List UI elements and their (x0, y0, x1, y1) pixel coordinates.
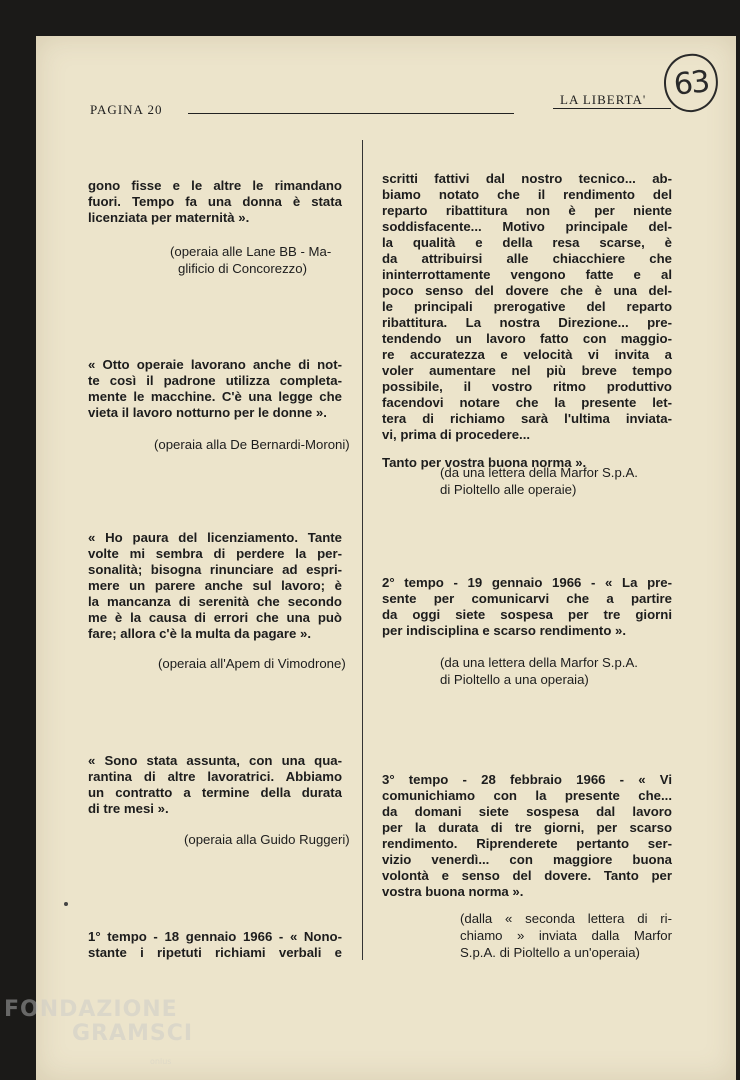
quote-text: « Sono stata assunta, con una qua- rantina di altre lavoratrici. Abbiamo un contratto a termine della durata di tre mesi ». (88, 753, 342, 816)
handwritten-page-number: 63 (661, 51, 721, 114)
left-source-4: (operaia alla Guido Ruggeri) (184, 832, 350, 847)
left-quote-5 (88, 929, 342, 961)
left-source-3: (operaia all'Apem di Vimodrone) (158, 656, 346, 671)
watermark-line-1: FONDAZIONE (4, 997, 178, 1022)
left-quote-4 (88, 753, 342, 817)
quote-text: « Otto operaie lavorano anche di not- te così il padrone utilizza completa- mente le macchine. C'è una legge che vieta il lavoro notturno per le donne ». (88, 357, 342, 420)
quote-text: 2° tempo - 19 gennaio 1966 - « La pre- sente per comunicarvi che a partire da oggi siete sospesa per tre giorni per indisciplina e scarso rendimento ». (382, 575, 672, 638)
quote-text: 3° tempo - 28 febbraio 1966 - « Vi comunichiamo con la presente che... da domani siete sospesa dal lavoro per la durata di tre giorni, per scarso rendimento. Riprenderete pertanto ser- vizio venerdì... con maggiore buona volontà e senso del dovere. Tanto per vostra buona norma ». (382, 772, 672, 899)
quote-text: gono fisse e le altre le rimandano fuori. Tempo fa una donna è stata licenziata per maternità ». (88, 178, 342, 225)
right-source-3: (dalla « seconda lettera di ri- chiamo » inviata dalla Marfor S.p.A. di Pioltello a un'operaia) (460, 911, 672, 960)
margin-dot (64, 902, 68, 906)
right-letter-2 (382, 575, 672, 639)
right-source-2: (da una lettera della Marfor S.p.A. di Pioltello a una operaia) (440, 655, 638, 687)
header-rule-right (553, 108, 671, 109)
watermark-small: onlus (150, 1057, 172, 1066)
header-rule-left (188, 113, 514, 114)
journal-title: LA LIBERTA' (560, 92, 647, 107)
quote-text: scritti fattivi dal nostro tecnico... ab- biamo notato che il rendimento del reparto ribattitura non è per niente soddisfacente... Motivo principale del- la qualità e della resa scarse, è da attribuirsi alle chiacchiere che ininterrottamente vengono fatte e al poco senso del dovere che è una del- le principali prerogative del reparto ribattitura. La nostra Direzione... pre- tendendo un lavoro fatto con maggio- re accuratezza e velocità vi invita a voler aumentare nel più breve tempo possibile, il vostro ritmo produttivo facendovi notare che la presente let- tera di richiamo sarà l'ultima inviata- vi, prima di procedere... Tanto per vostra buona norma ». (382, 171, 672, 470)
archive-watermark (4, 997, 194, 1066)
page-number-label: PAGINA 20 (90, 102, 163, 117)
left-source-1: (operaia alle Lane BB - Ma- glificio di Concorezzo) (170, 244, 332, 276)
right-letter-3 (382, 772, 672, 900)
quote-text: « Ho paura del licenziamento. Tante volte mi sembra di perdere la per- sonalità; bisogna rinunciare ad espri- mere un parere anche sul lavoro; è la mancanza di serenità che secondo me è la causa di errori che una può fare; allora c'è la multa da pagare ». (88, 530, 342, 641)
right-letter-1 (382, 171, 672, 471)
quote-text: 1° tempo - 18 gennaio 1966 - « Nono- stante i ripetuti richiami verbali e (88, 929, 342, 960)
left-quote-1 (88, 178, 342, 226)
right-source-1: (da una lettera della Marfor S.p.A. di Pioltello alle operaie) (440, 465, 638, 497)
left-quote-3 (88, 530, 342, 642)
left-source-2: (operaia alla De Bernardi-Moroni) (154, 437, 350, 452)
left-quote-2 (88, 357, 342, 421)
watermark-line-2: GRAMSCI (72, 1021, 194, 1046)
